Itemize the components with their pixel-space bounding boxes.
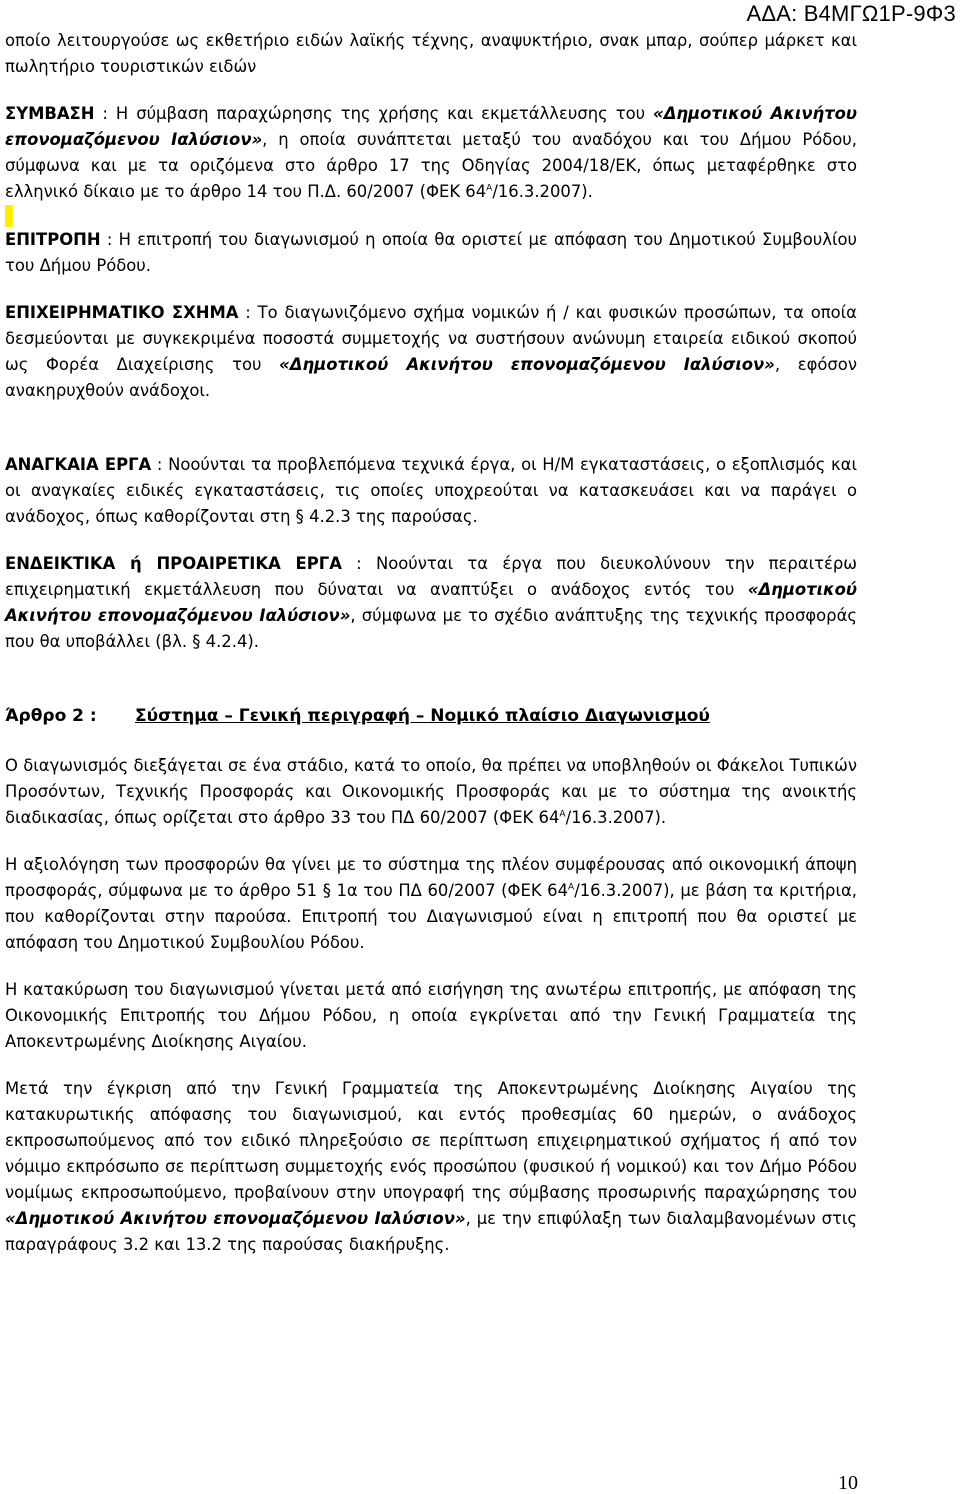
definition-epixeirimatiko: [5, 300, 857, 404]
p2-text-a: Η αξιολόγηση των προσφορών θα γίνει με το σύστημα της πλέον συμφέρουσας από οικονομική άποψη προσφοράς, σύμφωνα με το άρθρο 51 § 1α του ΠΔ 60/2007 (ΦΕΚ 64: [5, 855, 857, 900]
symvasi-sup: Α: [486, 183, 493, 194]
p4-text-b: , με την επιφύλαξη των διαλαμβανομένων στις παραγράφους 3.2 και 13.2 της παρούσας διακήρυξης.: [5, 1209, 857, 1254]
paragraph-evaluation: [5, 852, 857, 956]
epitropi-text: : Η επιτροπή του διαγωνισμού η οποία θα οριστεί με απόφαση του Δημοτικού Συμβουλίου του Δήμου Ρόδου.: [5, 230, 857, 275]
definition-epitropi: [5, 227, 857, 279]
p4-property-name: «Δημοτικού Ακινήτου επονομαζόμενου Ιαλύσιον»: [5, 1209, 466, 1228]
paragraph-procedure: [5, 753, 857, 831]
ada-code: ΑΔΑ: Β4ΜΓΩ1Ρ-9Φ3: [746, 1, 956, 26]
article-title: Σύστημα – Γενική περιγραφή – Νομικό πλαίσιο Διαγωνισμού: [135, 706, 710, 726]
term-endeiktika: ΕΝΔΕΙΚΤΙΚΑ ή ΠΡΟΑΙΡΕΤΙΚΑ ΕΡΓΑ: [5, 554, 342, 573]
p2-text-b: /16.3.2007), με βάση τα κριτήρια, που καθορίζονται στην παρούσα. Επιτροπή του Διαγωνισμού είναι η επιτροπή που θα οριστεί με απόφαση του Δημοτικού Συμβουλίου Ρόδου.: [5, 881, 857, 952]
symvasi-text-3: /16.3.2007).: [492, 182, 593, 201]
definition-endeiktika: [5, 551, 857, 655]
term-epitropi: ΕΠΙΤΡΟΠΗ: [5, 230, 101, 249]
symvasi-text-2: , η οποία συνάπτεται μεταξύ του αναδόχου και του Δήμου Ρόδου, σύμφωνα και με τα οριζόμενα στο άρθρο 17 της Οδηγίας 2004/18/ΕΚ, όπως μεταφέρθηκε στο ελληνικό δίκαιο με το άρθρο 14 του Π.Δ. 60/2007 (ΦΕΚ 64: [5, 130, 857, 201]
page-number: 10: [838, 1472, 858, 1494]
anagkaia-text: : Νοούνται τα προβλεπόμενα τεχνικά έργα, οι Η/Μ εγκαταστάσεις, ο εξοπλισμός και οι αναγκαίες ειδικές εγκαταστάσεις, τις οποίες υποχρεούται να κατασκευάσει και να παράγει ο ανάδοχος, όπως καθορίζονται στη § 4.2.3 της παρούσας.: [5, 455, 857, 526]
endeiktika-text-2: , σύμφωνα με το σχέδιο ανάπτυξης της τεχνικής προσφοράς που θα υποβάλλει (βλ. § 4.2.4).: [5, 606, 857, 651]
p1-sup: Α: [559, 809, 566, 820]
term-symvasi: ΣΥΜΒΑΣΗ: [5, 104, 95, 123]
paragraph-award: Η κατακύρωση του διαγωνισμού γίνεται μετά από εισήγηση της ανωτέρω επιτροπής, με απόφαση της Οικονομικής Επιτροπής του Δήμου Ρόδου, η οποία εγκρίνεται από την Γενική Γραμματεία της Αποκεντρωμένης Διοίκησης Αιγαίου.: [5, 980, 857, 1051]
article-heading: [5, 703, 857, 729]
p2-sup: Α: [568, 882, 575, 893]
endeiktika-text-1: : Νοούνται τα έργα που διευκολύνουν την περαιτέρω επιχειρηματική εκμετάλλευση που δύναται να αναπτύξει ο ανάδοχος εντός του: [5, 554, 857, 599]
highlight-marker: [5, 205, 13, 227]
epixeirimatiko-text-2: , εφόσον ανακηρυχθούν ανάδοχοι.: [5, 355, 857, 400]
epixeirimatiko-property-name: «Δημοτικού Ακινήτου επονομαζόμενου Ιαλύσιον»: [279, 355, 775, 374]
document-body: [5, 28, 857, 1258]
epixeirimatiko-text-1: : Το διαγωνιζόμενο σχήμα νομικών ή / και φυσικών προσώπων, τα οποία δεσμεύονται με συγκεκριμένα ποσοστά συμμετοχής να συστήσουν ανώνυμη εταιρεία ειδικού σκοπού ως Φορέα Διαχείρισης του: [5, 303, 857, 374]
endeiktika-property-name: «Δημοτικού Ακινήτου επονομαζόμενου Ιαλύσιον»: [5, 580, 857, 625]
intro-paragraph: οποίο λειτουργούσε ως εκθετήριο ειδών λαϊκής τέχνης, αναψυκτήριο, σνακ μπαρ, σούπερ μάρκετ και πωλητήριο τουριστικών ειδών: [5, 31, 857, 76]
definition-symvasi: [5, 101, 857, 205]
p1-text-a: Ο διαγωνισμός διεξάγεται σε ένα στάδιο, κατά το οποίο, θα πρέπει να υποβληθούν οι Φάκελοι Τυπικών Προσόντων, Τεχνικής Προσφοράς και Οικονομικής Προσφοράς και με το σύστημα της ανοικτής διαδικασίας, όπως ορίζεται στο άρθρο 33 του ΠΔ 60/2007 (ΦΕΚ 64: [5, 756, 857, 827]
p1-text-b: /16.3.2007).: [565, 808, 667, 827]
symvasi-text-1: : Η σύμβαση παραχώρησης της χρήσης και εκμετάλλευσης του: [94, 104, 654, 123]
symvasi-property-name: «Δημοτικού Ακινήτου επονομαζόμενου Ιαλύσιον»: [5, 104, 857, 149]
article-number: Άρθρο 2 :: [5, 706, 97, 726]
definition-anagkaia: [5, 452, 857, 530]
paragraph-contract: [5, 1076, 857, 1258]
term-epixeirimatiko: ΕΠΙΧΕΙΡΗΜΑΤΙΚΟ ΣΧΗΜΑ: [5, 303, 239, 322]
p4-text-a: Μετά την έγκριση από την Γενική Γραμματεία της Αποκεντρωμένης Διοίκησης Αιγαίου της κατακυρωτικής απόφασης του διαγωνισμού, και εντός προθεσμίας 60 ημερών, ο ανάδοχος εκπροσωπούμενος από τον ειδικό πληρεξούσιο σε περίπτωση επιχειρηματικού σχήματος ή από τον νόμιμο εκπρόσωπο σε περίπτωση συμμετοχής ενός προσώπου (φυσικού ή νομικού) και τον Δήμο Ρόδου νομίμως εκπροσωπούμενο, προβαίνουν στην υπογραφή της σύμβασης προσωρινής παραχώρησης του: [5, 1079, 857, 1202]
term-anagkaia: ΑΝΑΓΚΑΙΑ ΕΡΓΑ: [5, 455, 152, 474]
